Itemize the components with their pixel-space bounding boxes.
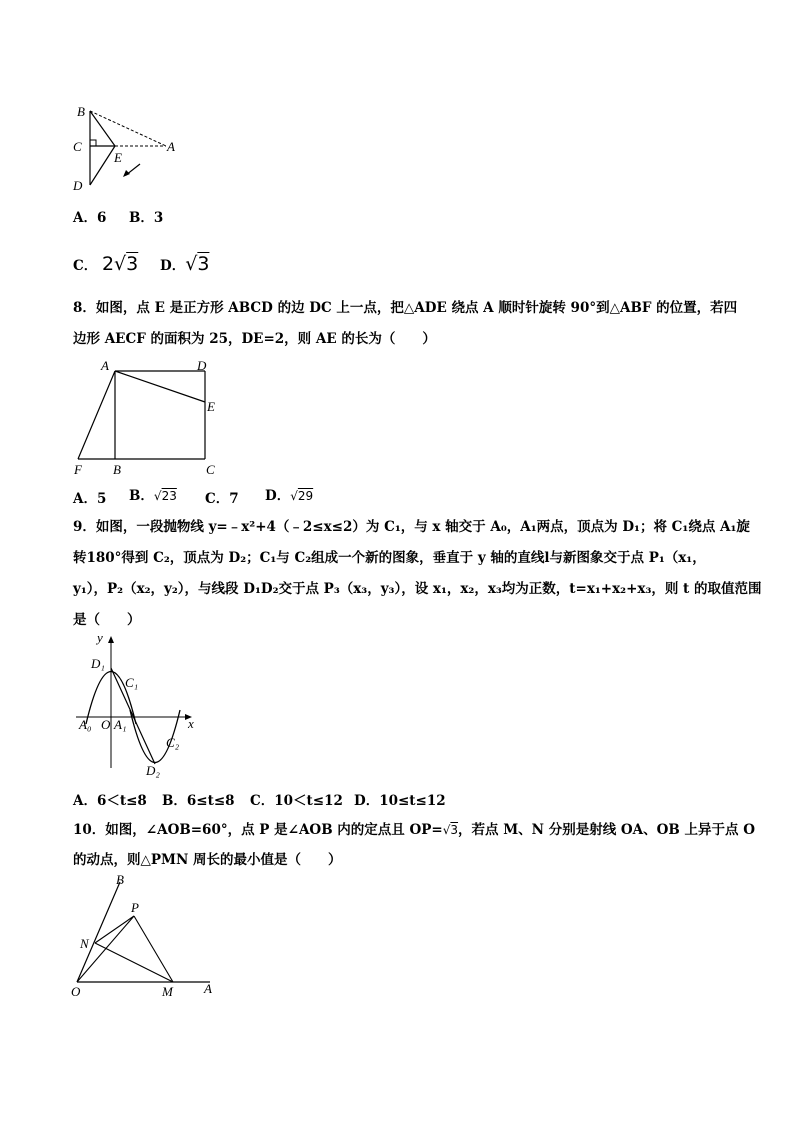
q8-option-d-radicand: 29	[297, 489, 314, 503]
q9-option-d: D．10≤t≤12	[354, 793, 446, 809]
figure-q9	[70, 628, 210, 783]
q9-text-line1: 9．如图，一段抛物线 y=﹣x²+4（﹣2≤x≤2）为 C₁，与 x 轴交于 A₀，A₁两点，顶点为 D₁；将 C₁绕点 A₁旋	[73, 519, 750, 535]
segment-AE	[115, 371, 205, 402]
label-D: D	[73, 178, 83, 193]
q8-option-d-radical-sign: √	[290, 489, 298, 503]
ray-OB	[77, 882, 120, 982]
q7-option-c-radicand: 3	[126, 253, 139, 275]
label-E: E	[207, 399, 215, 414]
q8-option-a: A．5	[73, 491, 107, 507]
label-c1: C₁	[125, 675, 139, 690]
label-y: y	[97, 630, 103, 645]
label-d2: D₂	[146, 763, 160, 778]
label-E: E	[114, 150, 122, 165]
q7-option-c-coef: 2	[101, 253, 115, 275]
q8-option-b-radicand: 23	[161, 489, 177, 503]
q10-radicand: 3	[450, 823, 459, 837]
label-D: D	[197, 358, 207, 373]
label-c2: C₂	[166, 735, 180, 750]
arrow-head	[123, 170, 130, 177]
q10-text-line1	[73, 821, 755, 839]
q10-text-line2: 的动点，则△PMN 周长的最小值是（ ）	[73, 852, 342, 868]
segment-FA	[78, 371, 115, 459]
label-A: A	[204, 981, 212, 996]
segment-DE	[90, 146, 115, 185]
q7-option-c	[73, 253, 138, 275]
q9-option-a: A．6＜t≤8	[73, 793, 147, 809]
q10-text-line1-post: ，若点 M、N 分别是射线 OA、OB 上异于点 O	[458, 822, 755, 838]
q9-option-c: C．10＜t≤12	[250, 793, 343, 809]
q7-option-d-prefix: D．	[160, 258, 186, 274]
segment-BE	[90, 111, 115, 146]
label-M: M	[162, 984, 173, 999]
label-A: A	[167, 139, 175, 154]
label-o: O	[101, 717, 111, 732]
q9-option-b: B．6≤t≤8	[162, 793, 235, 809]
q8-option-b-radical-sign: √	[153, 489, 162, 503]
q8-option-b	[129, 484, 177, 504]
q10-text-line1-pre: 10．如图，∠AOB=60°，点 P 是∠AOB 内的定点且 OP=	[73, 822, 443, 838]
label-a1: A₁	[114, 717, 127, 732]
label-O: O	[71, 984, 81, 999]
q7-option-c-radical-sign: √	[114, 253, 127, 275]
label-N: N	[80, 936, 89, 951]
q8-text-line2: 边形 AECF 的面积为 25，DE=2，则 AE 的长为（ ）	[73, 331, 436, 347]
dashed-BA	[90, 111, 166, 146]
q9-text-line3: y₁），P₂（x₂，y₂），与线段 D₁D₂交于点 P₃（x₃，y₃），设 x₁，x₂，x₃均为正数，t=x₁+x₂+x₃，则 t 的取值范围	[73, 581, 762, 597]
label-d1: D₁	[91, 656, 105, 671]
q8-text-line1: 8．如图，点 E 是正方形 ABCD 的边 DC 上一点，把△ADE 绕点 A 顺时针旋转 90°到△ABF 的位置，若四	[73, 300, 738, 316]
label-a0: A₀	[79, 717, 92, 732]
q10-radical-sign: √	[442, 823, 451, 837]
figure-q8	[70, 356, 230, 481]
label-B: B	[116, 872, 124, 887]
q7-option-a: A．6	[73, 210, 107, 226]
q9-text-line4: 是（ ）	[73, 612, 141, 628]
q7-option-c-prefix: C．	[73, 258, 98, 274]
label-C: C	[206, 462, 215, 477]
label-F: F	[74, 462, 82, 477]
q8-option-b-prefix: B．	[129, 488, 154, 504]
q7-option-d	[160, 253, 209, 275]
figure-q10	[65, 870, 225, 1000]
figure-q7	[70, 100, 190, 195]
label-B: B	[77, 104, 85, 119]
q8-option-c: C．7	[205, 491, 239, 507]
q7-option-d-radical-sign: √	[185, 253, 198, 275]
q8-option-d-prefix: D．	[265, 488, 291, 504]
y-axis-arrow	[108, 636, 114, 643]
q7-option-b: B．3	[129, 210, 164, 226]
q9-text-line2: 转180°得到 C₂，顶点为 D₂；C₁与 C₂组成一个新的图象，垂直于 y 轴的直线l与新图象交于点 P₁（x₁，	[73, 550, 706, 566]
label-A: A	[101, 358, 109, 373]
q8-option-d	[265, 484, 313, 504]
q7-option-d-radicand: 3	[197, 253, 210, 275]
label-C: C	[73, 139, 82, 154]
label-B: B	[113, 462, 121, 477]
label-P: P	[131, 900, 139, 915]
right-angle-mark	[90, 140, 96, 146]
label-x: x	[188, 716, 194, 731]
